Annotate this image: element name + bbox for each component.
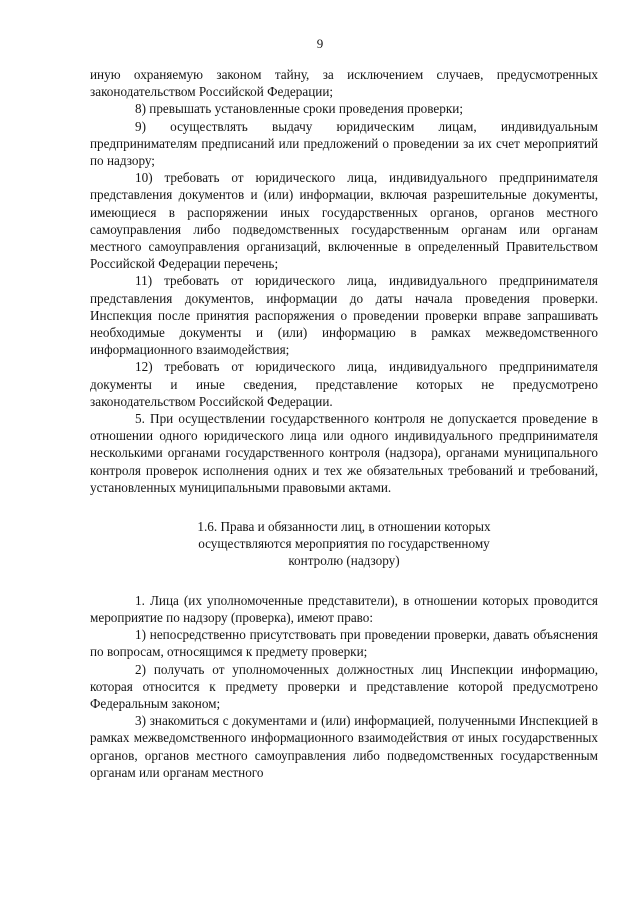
section-heading-line: 1.6. Права и обязанности лиц, в отношении которых [197, 519, 491, 535]
paragraph: 2) получать от уполномоченных должностных лиц Инспекции информацию, которая относится к предмету проверки и представление которой предусмотрено Федеральным законом; [90, 661, 598, 711]
paragraph: 12) требовать от юридического лица, индивидуального предпринимателя документы и иные сведения, представление которых не предусмотрено законодательством Российской Федерации. [90, 359, 598, 409]
paragraph: 10) требовать от юридического лица, индивидуального предпринимателя представления документов и (или) информации, включая разрешительные документы, имеющиеся в распоряжении иных государственных органов, органов местного самоуправления либо подведомственных государственным органам или органам местного самоуправления организаций, включенные в определенный Правительством Российской Федерации перечень; [90, 170, 598, 272]
paragraph: 3) знакомиться с документами и (или) информацией, полученными Инспекцией в рамках межведомственного информационного взаимодействия от иных государственных органов, органов местного самоуправления либо подведомственных государственным органам или органам местного [90, 713, 598, 780]
paragraph: 11) требовать от юридического лица, индивидуального предпринимателя представления документов, информации до даты начала проведения проверки. Инспекция после принятия распоряжения о проведении проверки вправе запрашивать необходимые документы и (или) информацию в рамках межведомственного информационного взаимодействия; [90, 273, 598, 358]
paragraph: 9) осуществлять выдачу юридическим лицам, индивидуальным предпринимателям предписаний или предложений о проведении за их счет мероприятий по надзору; [90, 118, 598, 169]
paragraph: иную охраняемую законом тайну, за исключением случаев, предусмотренных законодательством Российской Федерации; [90, 67, 598, 100]
paragraph: 8) превышать установленные сроки проведения проверки; [135, 101, 463, 117]
document-body [90, 66, 598, 781]
section-heading-line: осуществляются мероприятия по государственному [198, 536, 490, 552]
paragraph: 5. При осуществлении государственного контроля не допускается проведение в отношении одного юридического лица или одного индивидуального предпринимателя несколькими органами государственного контроля (надзора), органами муниципального контроля проверок исполнения одних и тех же обязательных требований и требований, установленных муниципальными правовыми актами. [90, 411, 598, 495]
paragraph: 1. Лица (их уполномоченные представители), в отношении которых проводится мероприятие по надзору (проверка), имеют право: [90, 592, 598, 625]
paragraph: 1) непосредственно присутствовать при проведении проверки, давать объяснения по вопросам, относящимся к предмету проверки; [90, 627, 598, 660]
section-heading-line: контролю (надзору) [288, 553, 400, 569]
section-heading [90, 518, 598, 570]
page-number: 9 [316, 36, 324, 51]
